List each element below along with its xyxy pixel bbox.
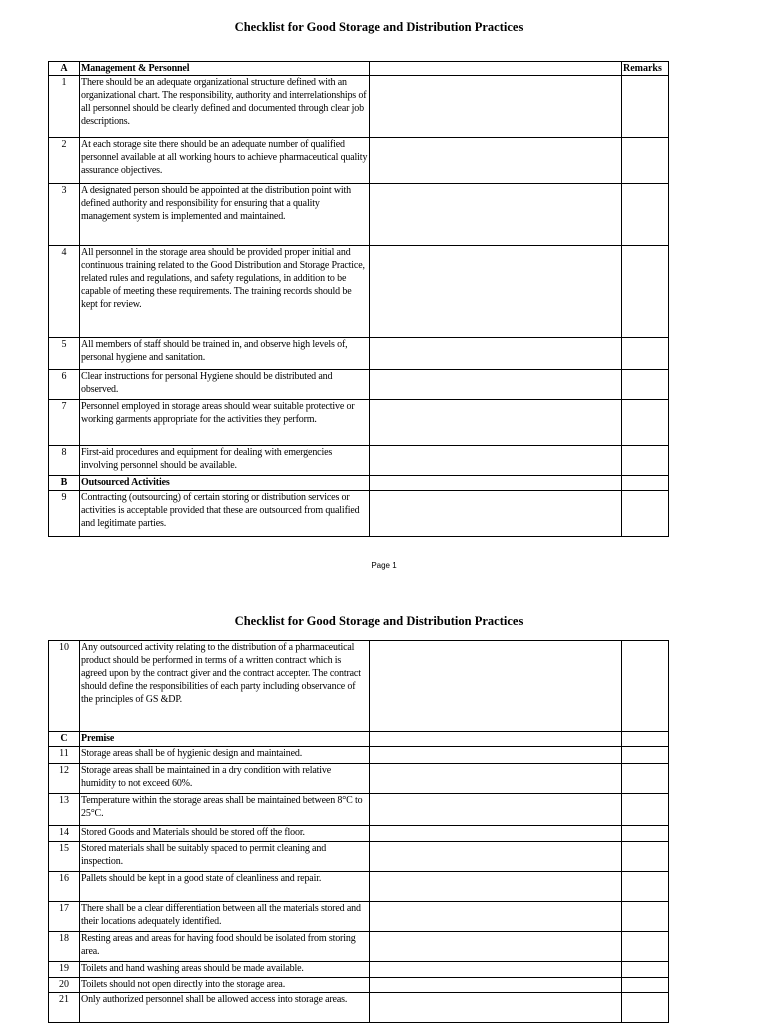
section-title: Outsourced Activities (80, 476, 370, 491)
remarks-header: Remarks (622, 62, 669, 76)
requirement-text: Temperature within the storage areas shall be maintained between 8°C to 25°C. (80, 794, 370, 826)
remarks-cell (622, 747, 669, 764)
item-number: 14 (49, 826, 80, 842)
compliance-cell (370, 76, 622, 138)
requirement-text: At each storage site there should be an adequate number of qualified personnel available at all working hours to achieve pharmaceutical quality assurance objectives. (80, 138, 370, 184)
checklist-row (49, 338, 669, 370)
remarks-cell (622, 794, 669, 826)
requirement-text: Pallets should be kept in a good state of cleanliness and repair. (80, 872, 370, 902)
compliance-cell (370, 732, 622, 747)
remarks-cell (622, 246, 669, 338)
remarks-cell (622, 400, 669, 446)
requirement-text: All personnel in the storage area should be provided proper initial and continuous training related to the Good Distribution and Storage Practice, related rules and regulations, and safety regulations, in addition to be capable of meeting these requirements. The training records should be kept for review. (80, 246, 370, 338)
requirement-text: All members of staff should be trained in, and observe high levels of, personal hygiene and sanitation. (80, 338, 370, 370)
compliance-cell (370, 872, 622, 902)
requirement-text: Stored Goods and Materials should be stored off the floor. (80, 826, 370, 842)
item-number: 18 (49, 932, 80, 962)
section-header-row (49, 476, 669, 491)
item-number: 15 (49, 842, 80, 872)
requirement-text: Clear instructions for personal Hygiene should be distributed and observed. (80, 370, 370, 400)
checklist-row (49, 872, 669, 902)
compliance-cell (370, 491, 622, 537)
compliance-cell (370, 764, 622, 794)
checklist-row (49, 978, 669, 993)
section-title: Premise (80, 732, 370, 747)
checklist-row (49, 446, 669, 476)
requirement-text: A designated person should be appointed at the distribution point with defined authority and responsibility for ensuring that a quality management system is implemented and maintained. (80, 184, 370, 246)
checklist-row (49, 76, 669, 138)
item-number: 20 (49, 978, 80, 993)
compliance-cell (370, 747, 622, 764)
compliance-cell (370, 641, 622, 732)
remarks-cell (622, 732, 669, 747)
compliance-cell (370, 826, 622, 842)
section-header-row (49, 62, 669, 76)
page-title: Checklist for Good Storage and Distribution Practices (234, 614, 524, 628)
remarks-cell (622, 184, 669, 246)
item-number: 8 (49, 446, 80, 476)
remarks-cell (622, 764, 669, 794)
checklist-row (49, 138, 669, 184)
remarks-cell (622, 370, 669, 400)
remarks-cell (622, 842, 669, 872)
item-number: 2 (49, 138, 80, 184)
item-number: 11 (49, 747, 80, 764)
checklist-row (49, 491, 669, 537)
checklist-row (49, 764, 669, 794)
page-title: Checklist for Good Storage and Distribution Practices (234, 20, 524, 34)
checklist-row (49, 641, 669, 732)
item-number: 4 (49, 246, 80, 338)
requirement-text: There shall be a clear differentiation between all the materials stored and their locations adequately identified. (80, 902, 370, 932)
compliance-cell (370, 246, 622, 338)
compliance-cell (370, 842, 622, 872)
requirement-text: Resting areas and areas for having food should be isolated from storing area. (80, 932, 370, 962)
requirement-text: There should be an adequate organizational structure defined with an organizational chart. The responsibility, authority and interrelationships of all personnel should be clearly defined and documented through clear job descriptions. (80, 76, 370, 138)
checklist-row (49, 794, 669, 826)
remarks-cell (622, 138, 669, 184)
compliance-cell (370, 138, 622, 184)
compliance-cell (370, 932, 622, 962)
compliance-cell (370, 184, 622, 246)
compliance-cell (370, 400, 622, 446)
item-number: 6 (49, 370, 80, 400)
checklist-row (49, 993, 669, 1023)
remarks-cell (622, 962, 669, 978)
section-title: Management & Personnel (80, 62, 370, 76)
section-header-row (49, 732, 669, 747)
page-footer: Page 1 (371, 561, 397, 570)
compliance-cell (370, 993, 622, 1023)
item-number: 3 (49, 184, 80, 246)
remarks-cell (622, 446, 669, 476)
compliance-cell (370, 962, 622, 978)
requirement-text: Storage areas shall be maintained in a dry condition with relative humidity to not exceed 60%. (80, 764, 370, 794)
compliance-cell (370, 338, 622, 370)
checklist-row (49, 842, 669, 872)
requirement-text: Any outsourced activity relating to the distribution of a pharmaceutical product should be performed in terms of a written contract which is agreed upon by the contract giver and the contract accepter. The contract should define the responsibilities of each party including observance of the principles of GS &DP. (80, 641, 370, 732)
requirement-text: First-aid procedures and equipment for dealing with emergencies involving personnel should be available. (80, 446, 370, 476)
compliance-cell (370, 62, 622, 76)
requirement-text: Only authorized personnel shall be allowed access into storage areas. (80, 993, 370, 1023)
item-number: 9 (49, 491, 80, 537)
remarks-cell (622, 932, 669, 962)
checklist-row (49, 747, 669, 764)
remarks-cell (622, 641, 669, 732)
remarks-cell (622, 826, 669, 842)
checklist-row (49, 902, 669, 932)
section-letter: A (49, 62, 80, 76)
checklist-table-page-1 (48, 61, 669, 537)
checklist-row (49, 932, 669, 962)
item-number: 10 (49, 641, 80, 732)
remarks-cell (622, 902, 669, 932)
remarks-cell (622, 338, 669, 370)
requirement-text: Toilets and hand washing areas should be made available. (80, 962, 370, 978)
section-letter: B (49, 476, 80, 491)
compliance-cell (370, 794, 622, 826)
checklist-row (49, 370, 669, 400)
remarks-cell (622, 978, 669, 993)
checklist-row (49, 400, 669, 446)
remarks-cell (622, 872, 669, 902)
remarks-cell (622, 76, 669, 138)
requirement-text: Storage areas shall be of hygienic design and maintained. (80, 747, 370, 764)
checklist-row (49, 184, 669, 246)
item-number: 7 (49, 400, 80, 446)
remarks-cell (622, 476, 669, 491)
item-number: 21 (49, 993, 80, 1023)
checklist-table-page-2 (48, 640, 669, 1023)
requirement-text: Stored materials shall be suitably spaced to permit cleaning and inspection. (80, 842, 370, 872)
item-number: 13 (49, 794, 80, 826)
section-letter: C (49, 732, 80, 747)
item-number: 17 (49, 902, 80, 932)
compliance-cell (370, 476, 622, 491)
item-number: 16 (49, 872, 80, 902)
item-number: 19 (49, 962, 80, 978)
remarks-cell (622, 491, 669, 537)
checklist-row (49, 246, 669, 338)
checklist-row (49, 962, 669, 978)
remarks-cell (622, 993, 669, 1023)
item-number: 12 (49, 764, 80, 794)
item-number: 5 (49, 338, 80, 370)
requirement-text: Contracting (outsourcing) of certain storing or distribution services or activities is acceptable provided that these are outsourced from qualified and legitimate parties. (80, 491, 370, 537)
compliance-cell (370, 978, 622, 993)
compliance-cell (370, 446, 622, 476)
compliance-cell (370, 370, 622, 400)
item-number: 1 (49, 76, 80, 138)
compliance-cell (370, 902, 622, 932)
checklist-row (49, 826, 669, 842)
requirement-text: Toilets should not open directly into the storage area. (80, 978, 370, 993)
requirement-text: Personnel employed in storage areas should wear suitable protective or working garments appropriate for the activities they perform. (80, 400, 370, 446)
